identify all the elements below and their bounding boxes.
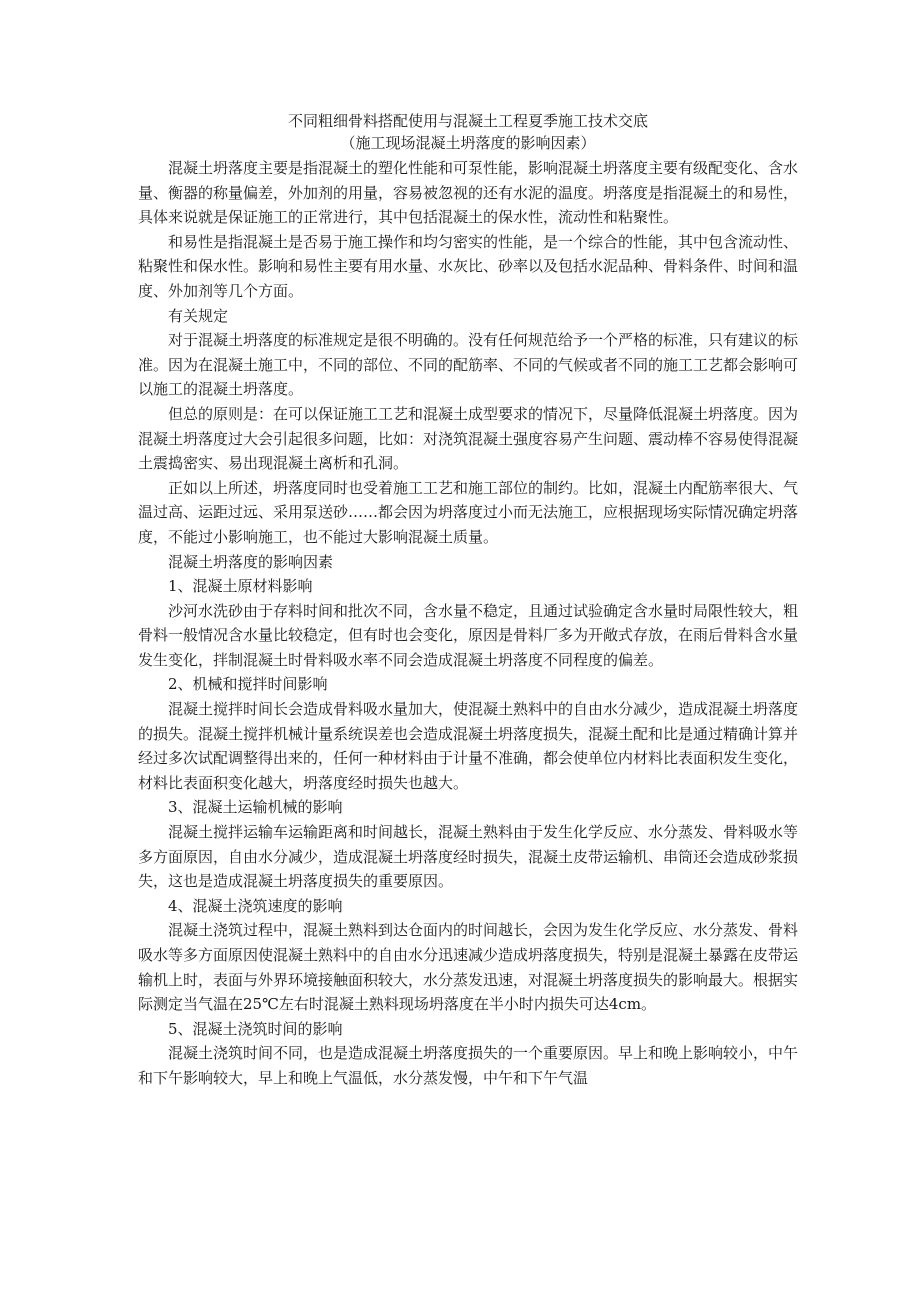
document-page (138, 110, 798, 1091)
section-heading: 有关规定 (168, 306, 229, 325)
document-body (138, 156, 798, 1091)
section-heading: 2、机械和搅拌时间影响 (168, 675, 328, 694)
paragraph: 混凝土浇筑时间不同，也是造成混凝土坍落度损失的一个重要原因。早上和晚上影响较小，中午和下午影响较大，早上和晚上气温低，水分蒸发慢，中午和下午气温 (138, 1044, 799, 1087)
paragraph: 正如以上所述，坍落度同时也受着施工工艺和施工部位的制约。比如，混凝土内配筋率很大、气温过高、运距过远、采用泵送砂……都会因为坍落度过小而无法施工，应根据现场实际情况确定坍落度，不能过小影响施工，也不能过大影响混凝土质量。 (138, 478, 799, 546)
section-heading: 3、混凝土运输机械的影响 (168, 798, 343, 817)
paragraph: 混凝土浇筑过程中，混凝土熟料到达仓面内的时间越长，会因为发生化学反应、水分蒸发、骨料吸水等多方面原因使混凝土熟料中的自由水分迅速减少造成坍落度损失，特别是混凝土暴露在皮带运输机上时，表面与外界环境接触面积较大，水分蒸发迅速，对混凝土坍落度损失的影响最大。根据实际测定当气温在25℃左右时混凝土熟料现场坍落度在半小时内损失可达4cm。 (138, 921, 799, 1014)
paragraph: 沙河水洗砂由于存料时间和批次不同，含水量不稳定，且通过试验确定含水量时局限性较大，粗骨料一般情况含水量比较稳定，但有时也会变化，原因是骨料厂多为开敞式存放，在雨后骨料含水量发生变化，拌制混凝土时骨料吸水率不同会造成混凝土坍落度不同程度的偏差。 (138, 601, 799, 669)
section-heading: 5、混凝土浇筑时间的影响 (168, 1019, 343, 1038)
paragraph: 和易性是指混凝土是否易于施工操作和均匀密实的性能，是一个综合的性能，其中包含流动性、粘聚性和保水性。影响和易性主要有用水量、水灰比、砂率以及包括水泥品种、骨料条件、时间和温度、外加剂等几个方面。 (138, 232, 799, 300)
paragraph: 混凝土坍落度主要是指混凝土的塑化性能和可泵性能，影响混凝土坍落度主要有级配变化、含水量、衡器的称量偏差，外加剂的用量，容易被忽视的还有水泥的温度。坍落度是指混凝土的和易性，具体来说就是保证施工的正常进行，其中包括混凝土的保水性，流动性和粘聚性。 (138, 159, 799, 227)
section-heading: 混凝土坍落度的影响因素 (168, 552, 334, 571)
document-subtitle: （施工现场混凝土坍落度的影响因素） (340, 134, 596, 152)
paragraph: 对于混凝土坍落度的标准规定是很不明确的。没有任何规范给予一个严格的标准，只有建议的标准。因为在混凝土施工中，不同的部位、不同的配筋率、不同的气候或者不同的施工工艺都会影响可以施工的混凝土坍落度。 (138, 331, 799, 399)
section-heading: 4、混凝土浇筑速度的影响 (168, 896, 343, 915)
paragraph: 但总的原则是：在可以保证施工工艺和混凝土成型要求的情况下，尽量降低混凝土坍落度。因为混凝土坍落度过大会引起很多问题，比如：对浇筑混凝土强度容易产生问题、震动棒不容易使得混凝土震捣密实、易出现混凝土离析和孔洞。 (138, 404, 799, 473)
paragraph: 混凝土搅拌时间长会造成骨料吸水量加大，使混凝土熟料中的自由水分减少，造成混凝土坍落度的损失。混凝土搅拌机械计量系统误差也会造成混凝土坍落度损失，混凝土配和比是通过精确计算并经过多次试配调整得出来的，任何一种材料由于计量不准确，都会使单位内材料比表面积发生变化，材料比表面积变化越大，坍落度经时损失也越大。 (138, 700, 799, 792)
document-title: 不同粗细骨料搭配使用与混凝土工程夏季施工技术交底 (287, 112, 648, 130)
paragraph: 混凝土搅拌运输车运输距离和时间越长，混凝土熟料由于发生化学反应、水分蒸发、骨料吸水等多方面原因，自由水分减少，造成混凝土坍落度经时损失，混凝土皮带运输机、串筒还会造成砂浆损失，这也是造成混凝土坍落度损失的重要原因。 (138, 823, 799, 891)
section-heading: 1、混凝土原材料影响 (168, 577, 313, 596)
